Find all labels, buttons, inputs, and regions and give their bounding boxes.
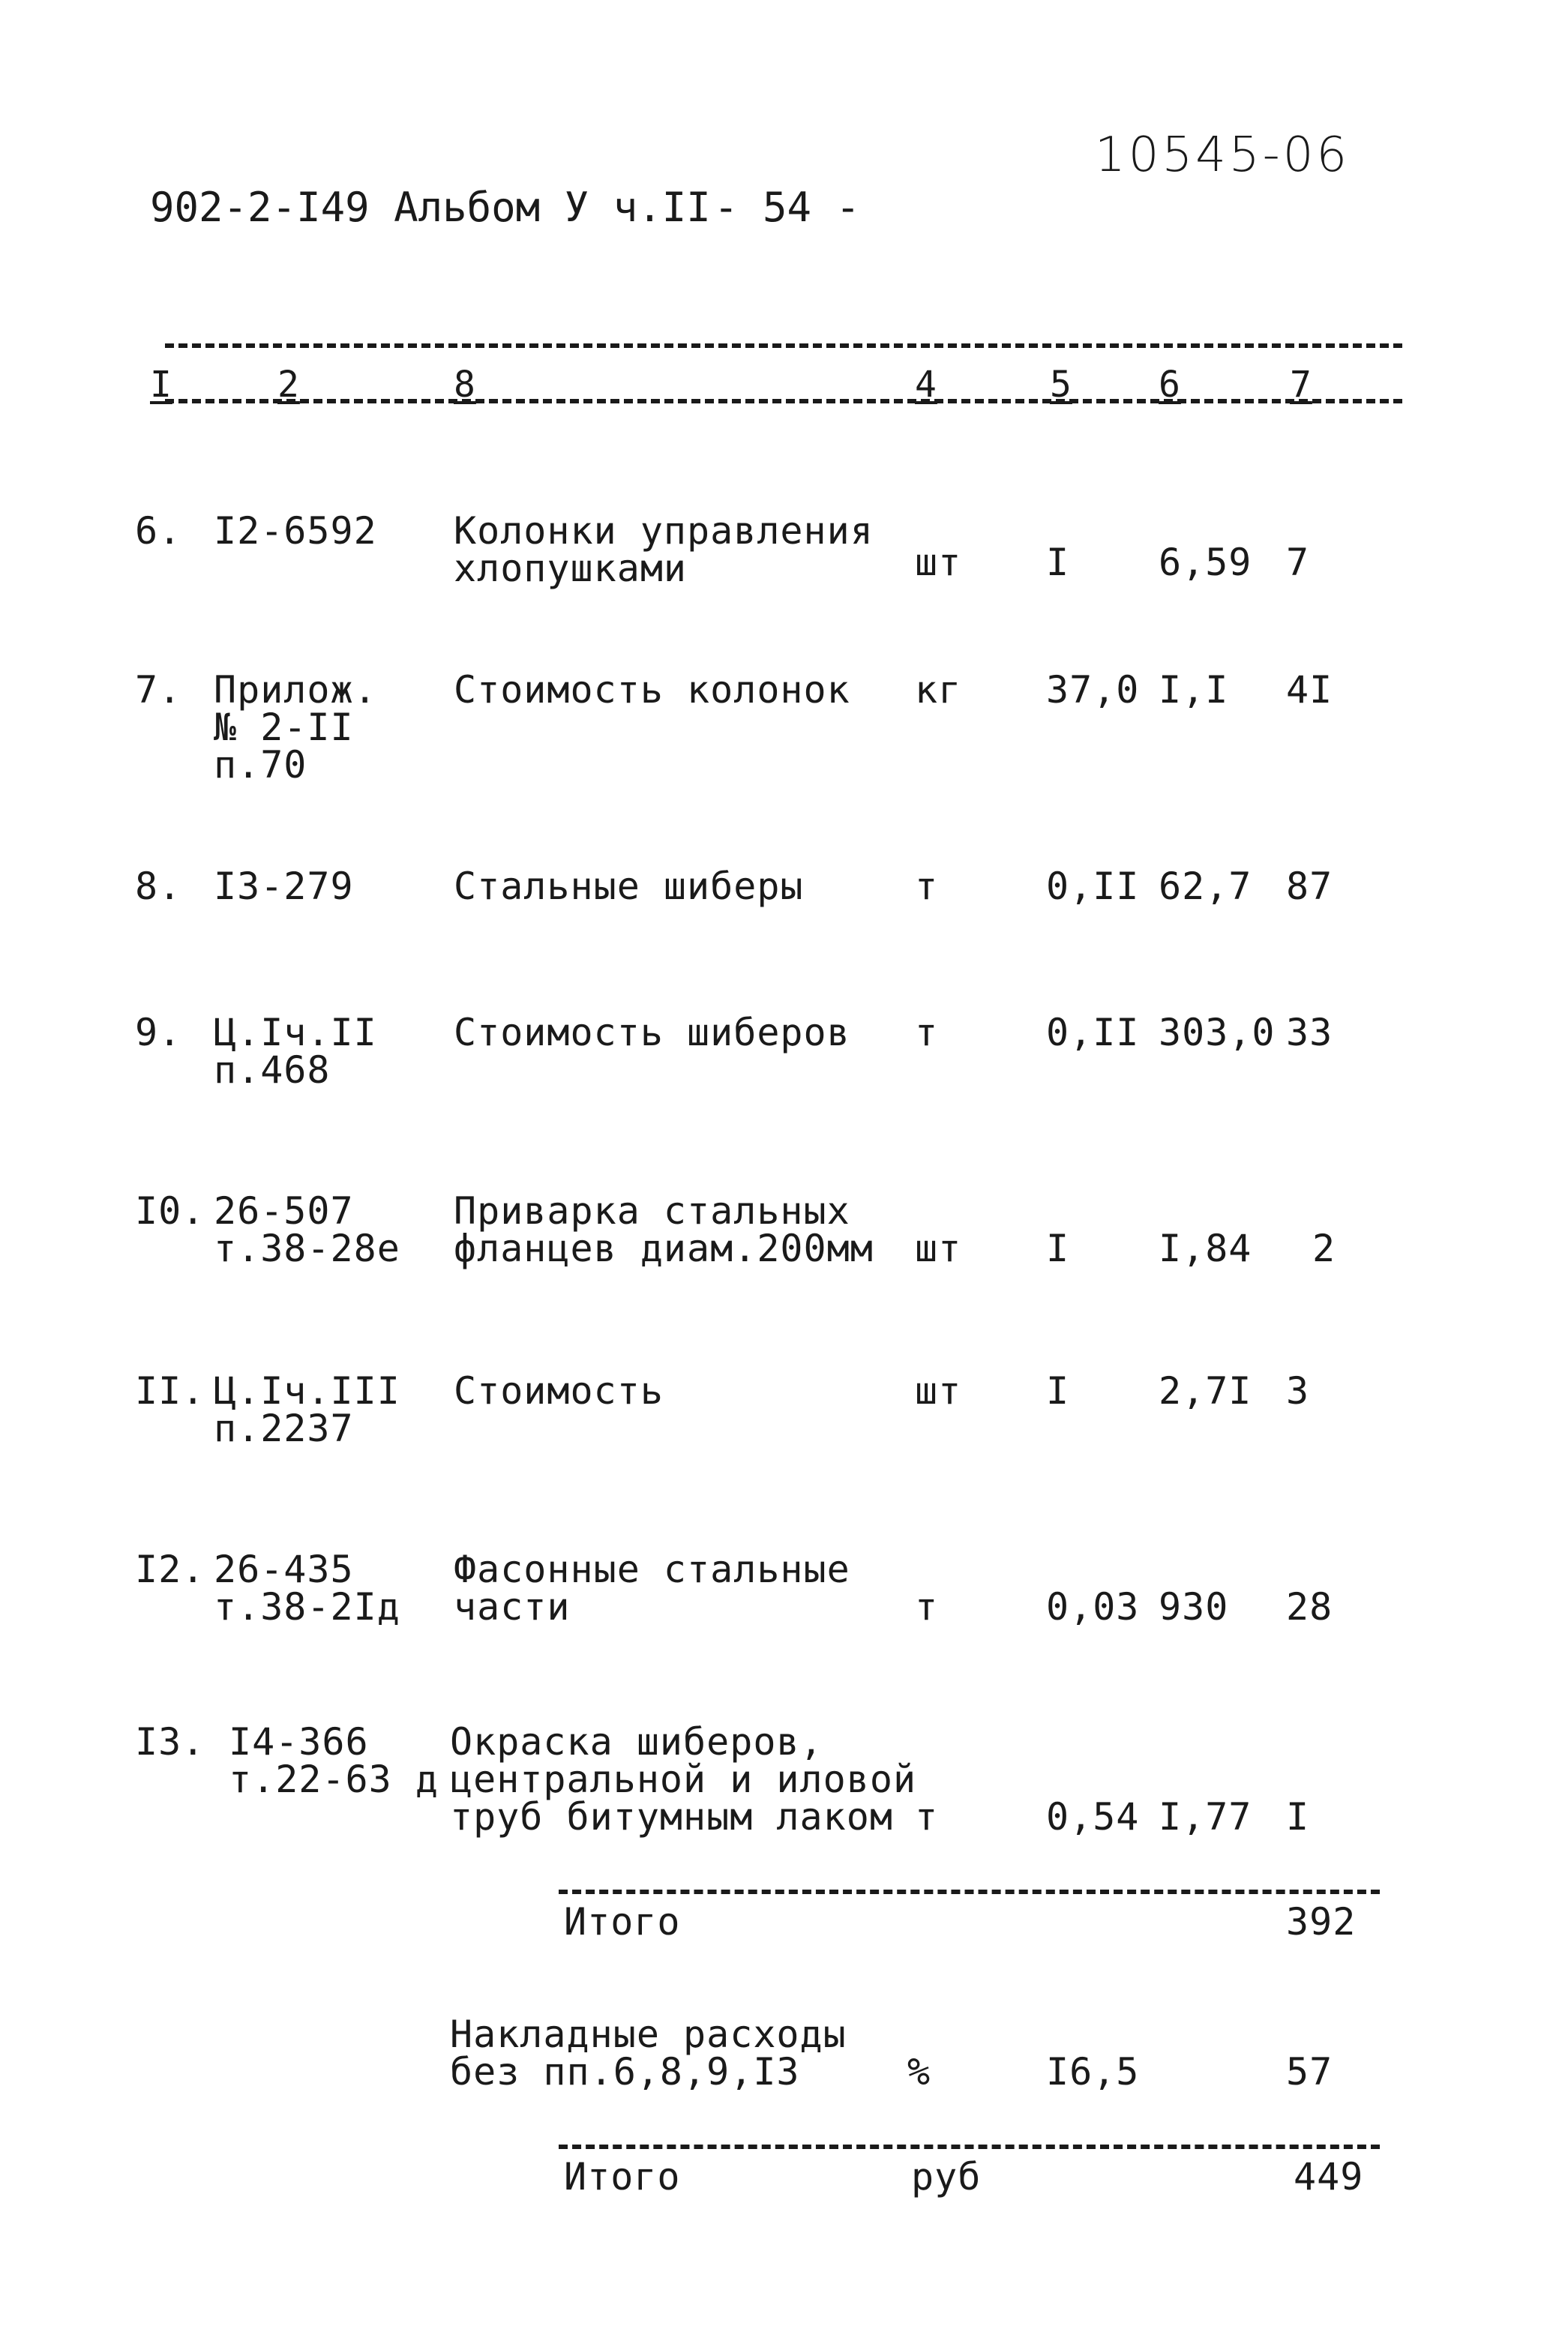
row-unit: шт	[915, 1227, 962, 1270]
column-number-4: 4	[915, 364, 937, 406]
row-qty: 0,II	[1046, 865, 1140, 908]
row-code: 26-507	[214, 1189, 354, 1233]
overhead-qty: I6,5	[1046, 2050, 1140, 2094]
row-unit: т	[915, 1011, 939, 1054]
row-qty: 0,II	[1046, 1011, 1140, 1054]
row-price: 6,59	[1159, 541, 1252, 584]
row-name: Стоимость шиберов	[454, 1011, 850, 1054]
grand-total-rule	[559, 2145, 1380, 2149]
subtotal-rule	[559, 1890, 1380, 1894]
header-bottom-rule	[165, 399, 1402, 403]
row-name: Стоимость	[454, 1369, 664, 1413]
row-qty: I	[1046, 541, 1070, 584]
row-code: № 2-II	[214, 706, 354, 749]
row-name: Колонки управления	[454, 509, 874, 553]
row-number: 8.	[135, 865, 182, 908]
row-number: 6.	[135, 509, 182, 553]
row-code: п.468	[214, 1048, 331, 1092]
row-total: 87	[1286, 865, 1333, 908]
overhead-name: Накладные расходы	[450, 2013, 847, 2056]
row-name: хлопушками	[454, 547, 688, 590]
row-unit: т	[915, 1585, 939, 1629]
row-unit: т	[915, 865, 939, 908]
row-name: центральной и иловой	[450, 1758, 917, 1801]
row-number: II.	[135, 1369, 205, 1413]
subtotal-total: 392	[1286, 1900, 1357, 1944]
row-total: I	[1286, 1795, 1310, 1839]
row-number: 9.	[135, 1011, 182, 1054]
row-price: I,84	[1159, 1227, 1252, 1270]
row-unit: т	[915, 1795, 939, 1839]
row-price: 2,7I	[1159, 1369, 1252, 1413]
row-qty: 0,54	[1046, 1795, 1140, 1839]
row-price: I,77	[1159, 1795, 1252, 1839]
row-total: 33	[1286, 1011, 1333, 1054]
row-name: фланцев диам.200мм	[454, 1227, 874, 1270]
column-number-7: 7	[1290, 364, 1312, 406]
subtotal-label: Итого	[564, 1900, 681, 1944]
overhead-total: 57	[1286, 2050, 1333, 2094]
row-code: Ц.Iч.II	[214, 1011, 377, 1054]
row-name: Стальные шиберы	[454, 865, 804, 908]
overhead-name: без пп.6,8,9,I3	[450, 2050, 800, 2094]
row-code: I2-6592	[214, 509, 377, 553]
row-name: Фасонные стальные	[454, 1548, 850, 1591]
row-code: т.22-63 д	[229, 1758, 439, 1801]
row-code: Ц.Iч.III	[214, 1369, 400, 1413]
row-name: Окраска шиберов,	[450, 1720, 823, 1764]
row-unit: шт	[915, 1369, 962, 1413]
row-code: т.38-2Iд	[214, 1585, 400, 1629]
column-number-5: 5	[1050, 364, 1072, 406]
grand-total-label: Итого	[564, 2155, 681, 2199]
row-unit: кг	[915, 668, 962, 712]
header-top-rule	[165, 343, 1402, 348]
handwritten-archive-number: 10545-06	[1095, 127, 1351, 183]
document-code: 902-2-I49 Альбом У ч.II	[150, 184, 711, 231]
row-number: I0.	[135, 1189, 205, 1233]
column-number-6: 6	[1159, 364, 1181, 406]
row-number: 7.	[135, 668, 182, 712]
row-name: Приварка стальных	[454, 1189, 850, 1233]
row-code: п.2237	[214, 1407, 354, 1450]
row-code: п.70	[214, 743, 307, 787]
row-total: 7	[1286, 541, 1310, 584]
row-number: I2.	[135, 1548, 205, 1591]
row-name: труб битумным лаком	[450, 1795, 893, 1839]
column-number-3: 8	[454, 364, 476, 406]
page-number: - 54 -	[714, 184, 861, 231]
row-total: 4I	[1286, 668, 1333, 712]
row-unit: шт	[915, 541, 962, 584]
row-price: 62,7	[1159, 865, 1252, 908]
row-qty: 0,03	[1046, 1585, 1140, 1629]
grand-total-unit: руб	[911, 2155, 982, 2199]
row-qty: I	[1046, 1227, 1070, 1270]
row-name: части	[454, 1585, 571, 1629]
row-code: I4-366	[229, 1720, 369, 1764]
column-number-2: 2	[277, 364, 300, 406]
row-code: т.38-28е	[214, 1227, 400, 1270]
column-number-1: I	[150, 364, 172, 406]
row-total: 2	[1312, 1227, 1336, 1270]
row-qty: 37,0	[1046, 668, 1140, 712]
grand-total-value: 449	[1294, 2155, 1364, 2199]
row-code: I3-279	[214, 865, 354, 908]
row-total: 3	[1286, 1369, 1310, 1413]
row-total: 28	[1286, 1585, 1333, 1629]
row-price: 303,0	[1159, 1011, 1276, 1054]
row-name: Стоимость колонок	[454, 668, 850, 712]
row-qty: I	[1046, 1369, 1070, 1413]
row-code: 26-435	[214, 1548, 354, 1591]
row-code: Прилож.	[214, 668, 377, 712]
row-price: 930	[1159, 1585, 1229, 1629]
row-price: I,I	[1159, 668, 1229, 712]
overhead-unit: %	[907, 2050, 931, 2094]
row-number: I3.	[135, 1720, 205, 1764]
